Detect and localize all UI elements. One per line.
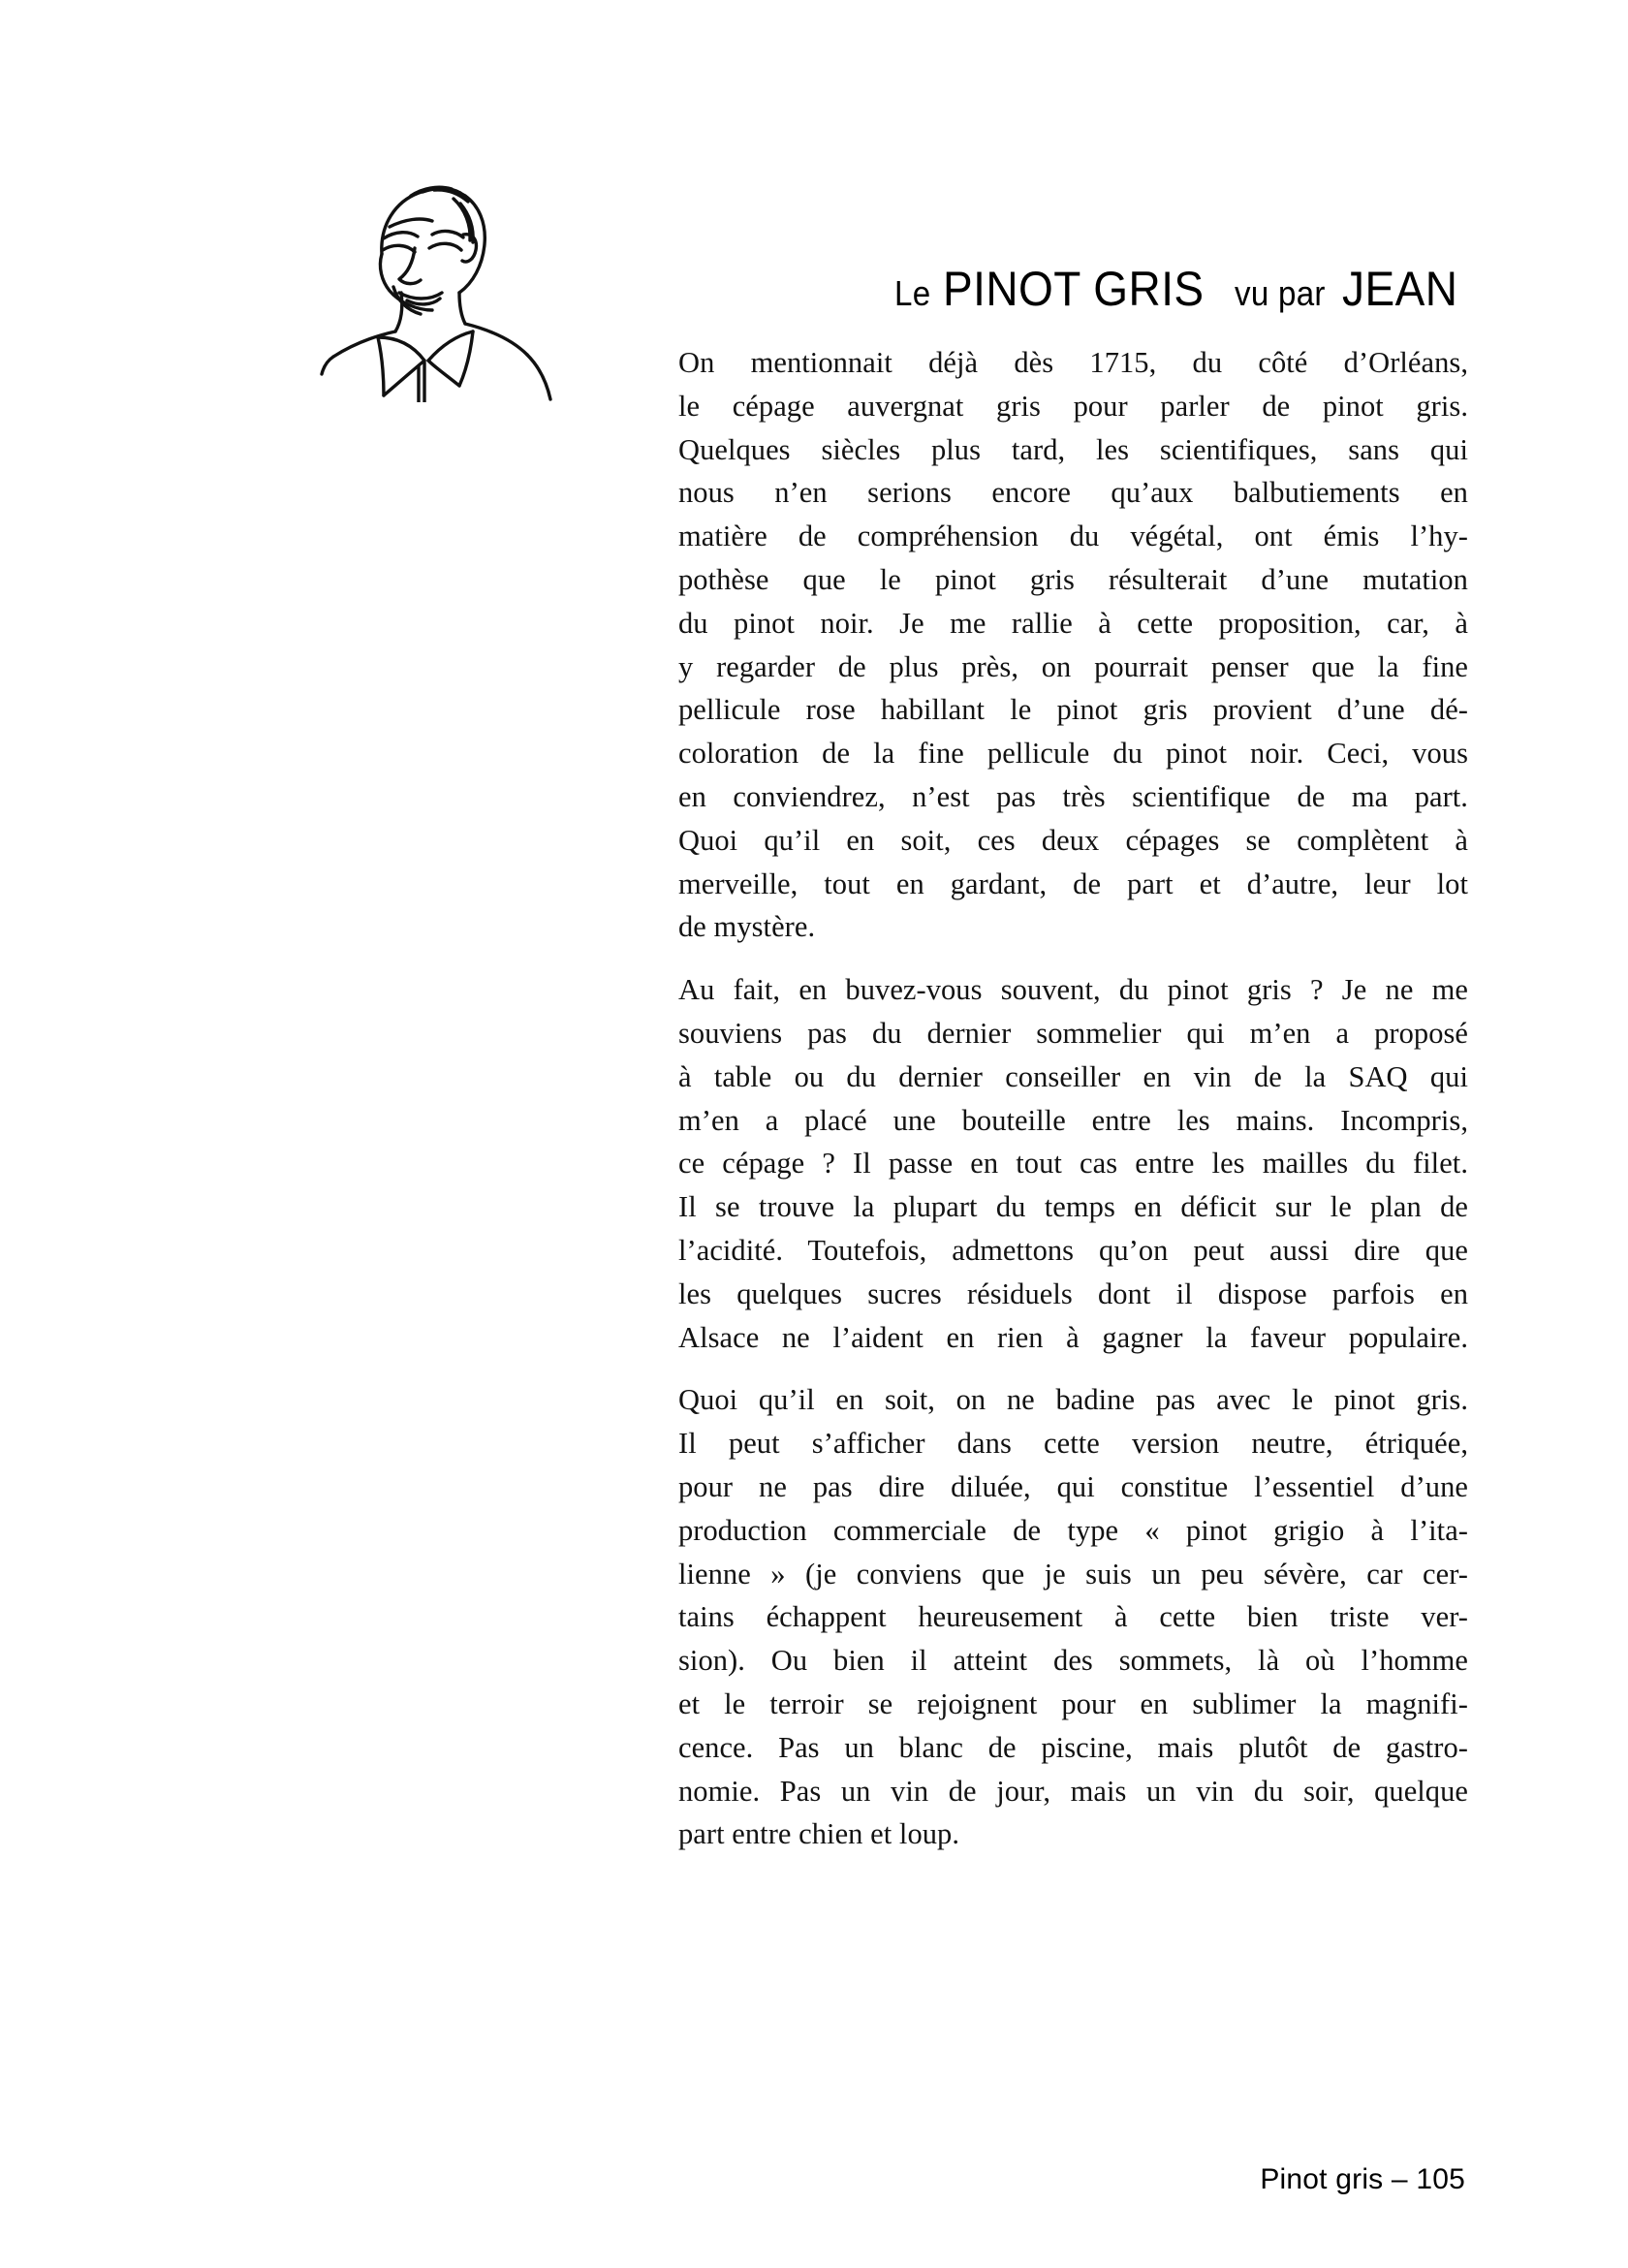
- text-line: matière de compréhension du végétal, ont émis l’hy-: [678, 520, 1468, 553]
- text-line: pour ne pas dire diluée, qui constitue l’essentiel d’une: [678, 1469, 1468, 1503]
- title-person: JEAN: [1342, 262, 1458, 317]
- article-body: [678, 341, 1468, 1856]
- title-connector: vu par: [1235, 273, 1327, 314]
- text-line: pellicule rose habillant le pinot gris provient d’une dé-: [678, 693, 1468, 727]
- text-line: part entre chien et loup.: [678, 1817, 960, 1851]
- page-folio: Pinot gris – 105: [1260, 2163, 1465, 2195]
- text-line: merveille, tout en gardant, de part et d’autre, leur lot: [678, 866, 1468, 900]
- text-line: Il peut s’afficher dans cette version neutre, étriquée,: [678, 1427, 1468, 1461]
- text-line: souviens pas du dernier sommelier qui m’en a proposé: [678, 1016, 1468, 1050]
- text-line: Alsace ne l’aident en rien à gagner la faveur populaire.: [678, 1320, 1468, 1354]
- text-line: les quelques sucres résiduels dont il dispose parfois en: [678, 1276, 1468, 1310]
- text-line: Quoi qu’il en soit, on ne badine pas avec le pinot gris.: [678, 1383, 1468, 1417]
- text-line: cence. Pas un blanc de piscine, mais plutôt de gastro-: [678, 1730, 1468, 1764]
- text-line: Quoi qu’il en soit, ces deux cépages se complètent à: [678, 823, 1468, 857]
- text-line: production commerciale de type « pinot grigio à l’ita-: [678, 1513, 1468, 1547]
- text-line: nomie. Pas un vin de jour, mais un vin du soir, quelque: [678, 1774, 1468, 1808]
- text-line: de mystère.: [678, 910, 816, 944]
- text-line: coloration de la fine pellicule du pinot noir. Ceci, vous: [678, 737, 1468, 771]
- text-line: lienne » (je conviens que je suis un peu sévère, car cer-: [678, 1557, 1468, 1591]
- title-grape: PINOT GRIS: [942, 262, 1205, 317]
- text-line: en conviendrez, n’est pas très scientifique de ma part.: [678, 779, 1468, 813]
- text-line: l’acidité. Toutefois, admettons qu’on peut aussi dire que: [678, 1233, 1468, 1267]
- text-line: ce cépage ? Il passe en tout cas entre les mailles du filet.: [678, 1147, 1468, 1181]
- text-line: du pinot noir. Je me rallie à cette proposition, car, à: [678, 606, 1468, 640]
- paragraph-2: [678, 968, 1468, 1359]
- text-line: nous n’en serions encore qu’aux balbutiements en: [678, 476, 1468, 510]
- text-line: On mentionnait déjà dès 1715, du côté d’Orléans,: [678, 346, 1468, 379]
- page-title: [678, 262, 1468, 317]
- text-line: tains échappent heureusement à cette bien triste ver-: [678, 1600, 1468, 1634]
- text-line: le cépage auvergnat gris pour parler de pinot gris.: [678, 389, 1468, 423]
- text-line: Quelques siècles plus tard, les scientifiques, sans qui: [678, 432, 1468, 466]
- text-line: y regarder de plus près, on pourrait penser que la fine: [678, 649, 1468, 683]
- paragraph-1: [678, 341, 1468, 949]
- portrait-jean-line-drawing: [318, 145, 589, 402]
- text-line: à table ou du dernier conseiller en vin de la SAQ qui: [678, 1059, 1468, 1093]
- title-lead-in: Le: [893, 273, 931, 314]
- text-line: pothèse que le pinot gris résulterait d’une mutation: [678, 562, 1468, 596]
- text-line: m’en a placé une bouteille entre les mains. Incompris,: [678, 1103, 1468, 1137]
- text-line: sion). Ou bien il atteint des sommets, là où l’homme: [678, 1644, 1468, 1678]
- paragraph-3: [678, 1378, 1468, 1856]
- text-line: Il se trouve la plupart du temps en déficit sur le plan de: [678, 1190, 1468, 1224]
- text-line: et le terroir se rejoignent pour en sublimer la magnifi-: [678, 1686, 1468, 1720]
- text-line: Au fait, en buvez-vous souvent, du pinot gris ? Je ne me: [678, 973, 1468, 1007]
